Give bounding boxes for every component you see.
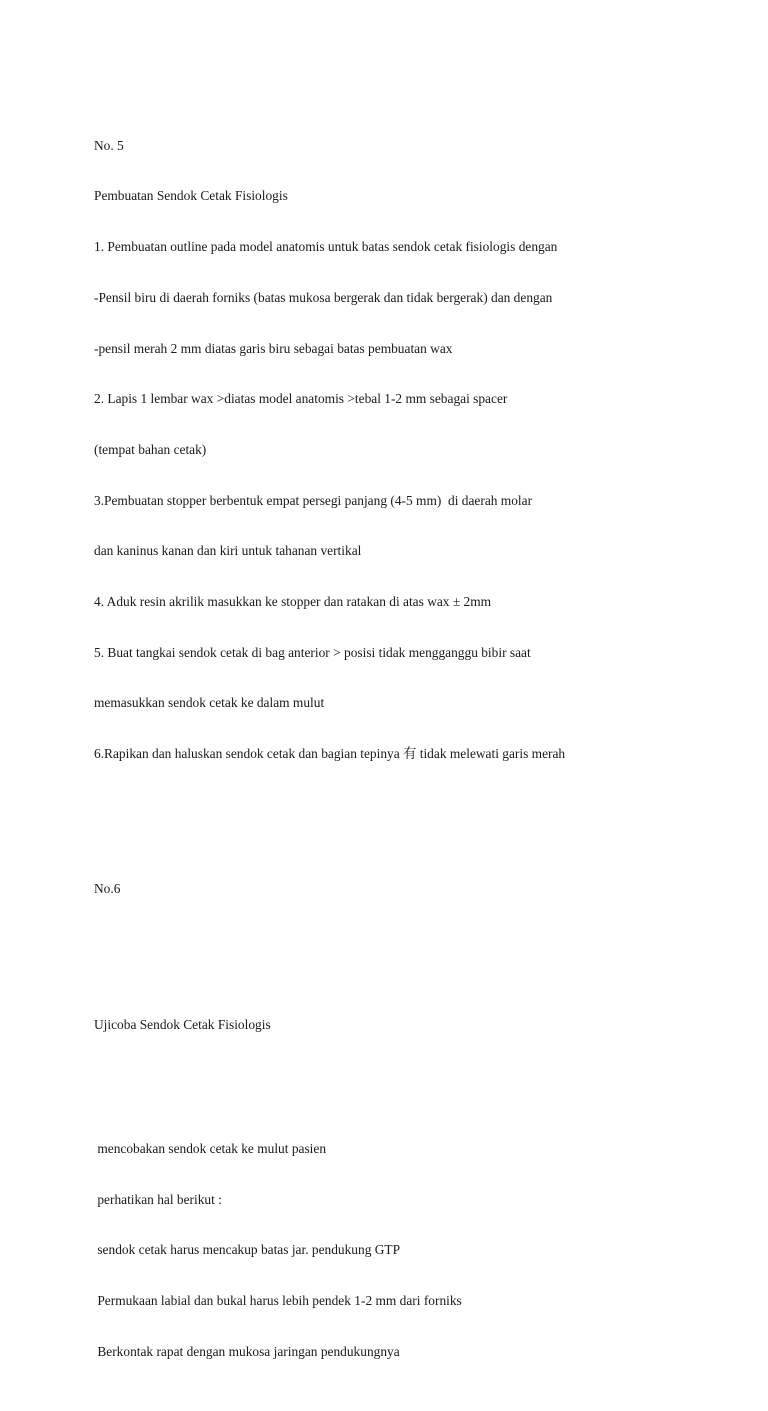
section-5-line: 4. Aduk resin akrilik masukkan ke stopper dan ratakan di atas wax ± 2mm	[94, 594, 492, 610]
paragraph-spacer	[94, 814, 714, 831]
section-6-item: mencobakan sendok cetak ke mulut pasien	[94, 1140, 327, 1156]
section-5-line: (tempat bahan cetak)	[94, 441, 207, 457]
section-6-item: sendok cetak harus mencakup batas jar. pendukung GTP	[94, 1242, 401, 1258]
section-5-line: dan kaninus kanan dan kiri untuk tahanan vertikal	[94, 543, 362, 559]
section-5-title: Pembuatan Sendok Cetak Fisiologis	[94, 188, 288, 204]
section-5-line: 1. Pembuatan outline pada model anatomis untuk batas sendok cetak fisiologis dengan	[94, 239, 558, 255]
section-6-item: perhatikan hal berikut :	[94, 1191, 222, 1207]
document-body	[94, 87, 714, 1411]
section-5-number: No. 5	[94, 137, 124, 153]
paragraph-spacer	[94, 949, 714, 966]
section-5-line: 3.Pembuatan stopper berbentuk empat persegi panjang (4-5 mm) di daerah molar	[94, 492, 533, 508]
section-5-line: -pensil merah 2 mm diatas garis biru sebagai batas pembuatan wax	[94, 340, 453, 356]
section-6-number: No.6	[94, 881, 121, 897]
section-5-line: -Pensil biru di daerah forniks (batas mukosa bergerak dan tidak bergerak) dan dengan	[94, 289, 553, 305]
section-5-line: 5. Buat tangkai sendok cetak di bag anterior > posisi tidak mengganggu bibir saat	[94, 644, 531, 660]
section-5-line: 6.Rapikan dan haluskan sendok cetak dan bagian tepinya 有 tidak melewati garis merah	[94, 746, 566, 762]
section-6-title: Ujicoba Sendok Cetak Fisiologis	[94, 1016, 271, 1032]
section-6-item: Berkontak rapat dengan mukosa jaringan pendukungnya	[94, 1343, 400, 1359]
paragraph-spacer	[94, 1084, 714, 1090]
section-6-item: Permukaan labial dan bukal harus lebih pendek 1-2 mm dari forniks	[94, 1293, 462, 1309]
section-5-line: 2. Lapis 1 lembar wax >diatas model anatomis >tebal 1-2 mm sebagai spacer	[94, 391, 508, 407]
section-5-line: memasukkan sendok cetak ke dalam mulut	[94, 695, 325, 711]
